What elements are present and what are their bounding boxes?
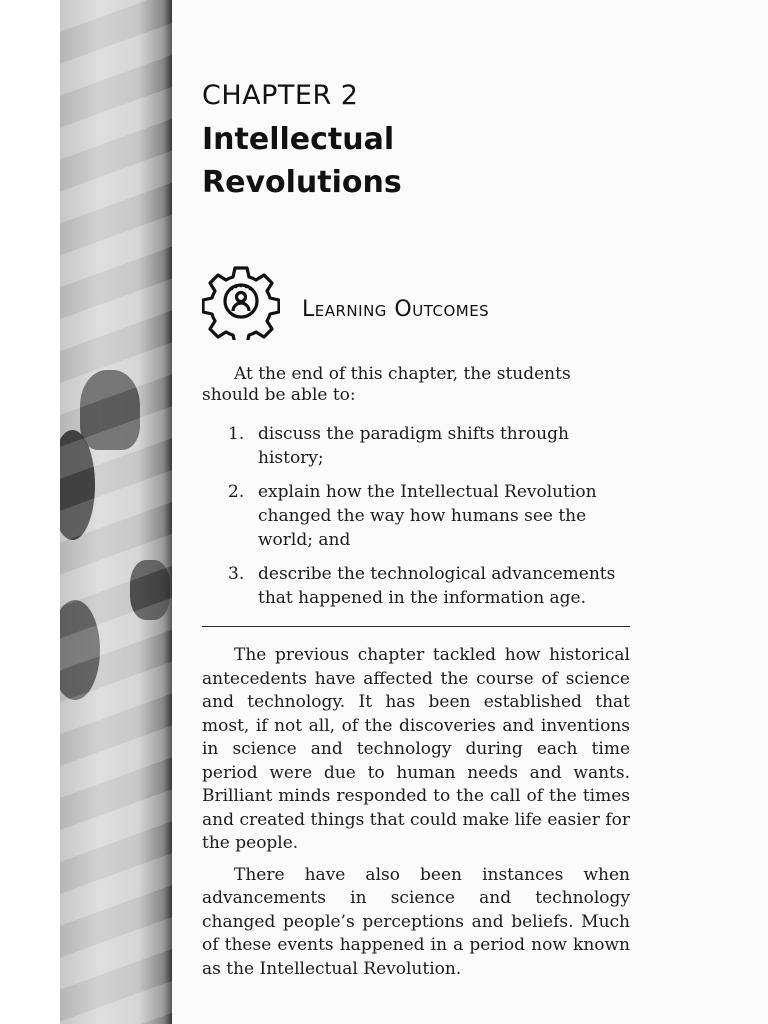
gear-with-person-icon (202, 262, 280, 340)
list-item (228, 562, 628, 610)
chapter-label: CHAPTER 2 (202, 80, 359, 111)
list-item-text: explain how the Intellectual Revolution changed the way how humans see the world; and (258, 482, 597, 550)
list-item-number: 1. (228, 424, 245, 444)
body-paragraph: There have also been instances when advancements in science and technology changed people’s perceptions and beliefs. Much of these events happened in a period now known as the Intellectual Revolution. (202, 864, 630, 979)
book-page (172, 0, 768, 1024)
outcomes-intro: At the end of this chapter, the students should be able to: (202, 364, 571, 405)
list-item-text: discuss the paradigm shifts through history; (258, 424, 569, 468)
learning-outcomes-list (228, 422, 628, 620)
list-item-number: 3. (228, 564, 245, 584)
chapter-title: Intellectual Revolutions (202, 122, 402, 200)
list-item (228, 422, 628, 470)
learning-outcomes-heading: Learning Outcomes (302, 297, 490, 322)
adjacent-page-edge (0, 0, 60, 1024)
body-paragraph: The previous chapter tackled how historical antecedents have affected the course of science and technology. It has been established that most, if not all, of the discoveries and inventions in science and technology during each time period were due to human needs and wants. Brilliant minds responded to the call of the times and created things that could make life easier for the people. (202, 645, 630, 853)
section-divider (202, 626, 630, 627)
list-item-number: 2. (228, 482, 245, 502)
list-item-text: describe the technological advancements that happened in the information age. (258, 564, 616, 608)
chapter-body (202, 644, 630, 989)
list-item (228, 480, 628, 552)
adjacent-page-photo (60, 0, 172, 1024)
